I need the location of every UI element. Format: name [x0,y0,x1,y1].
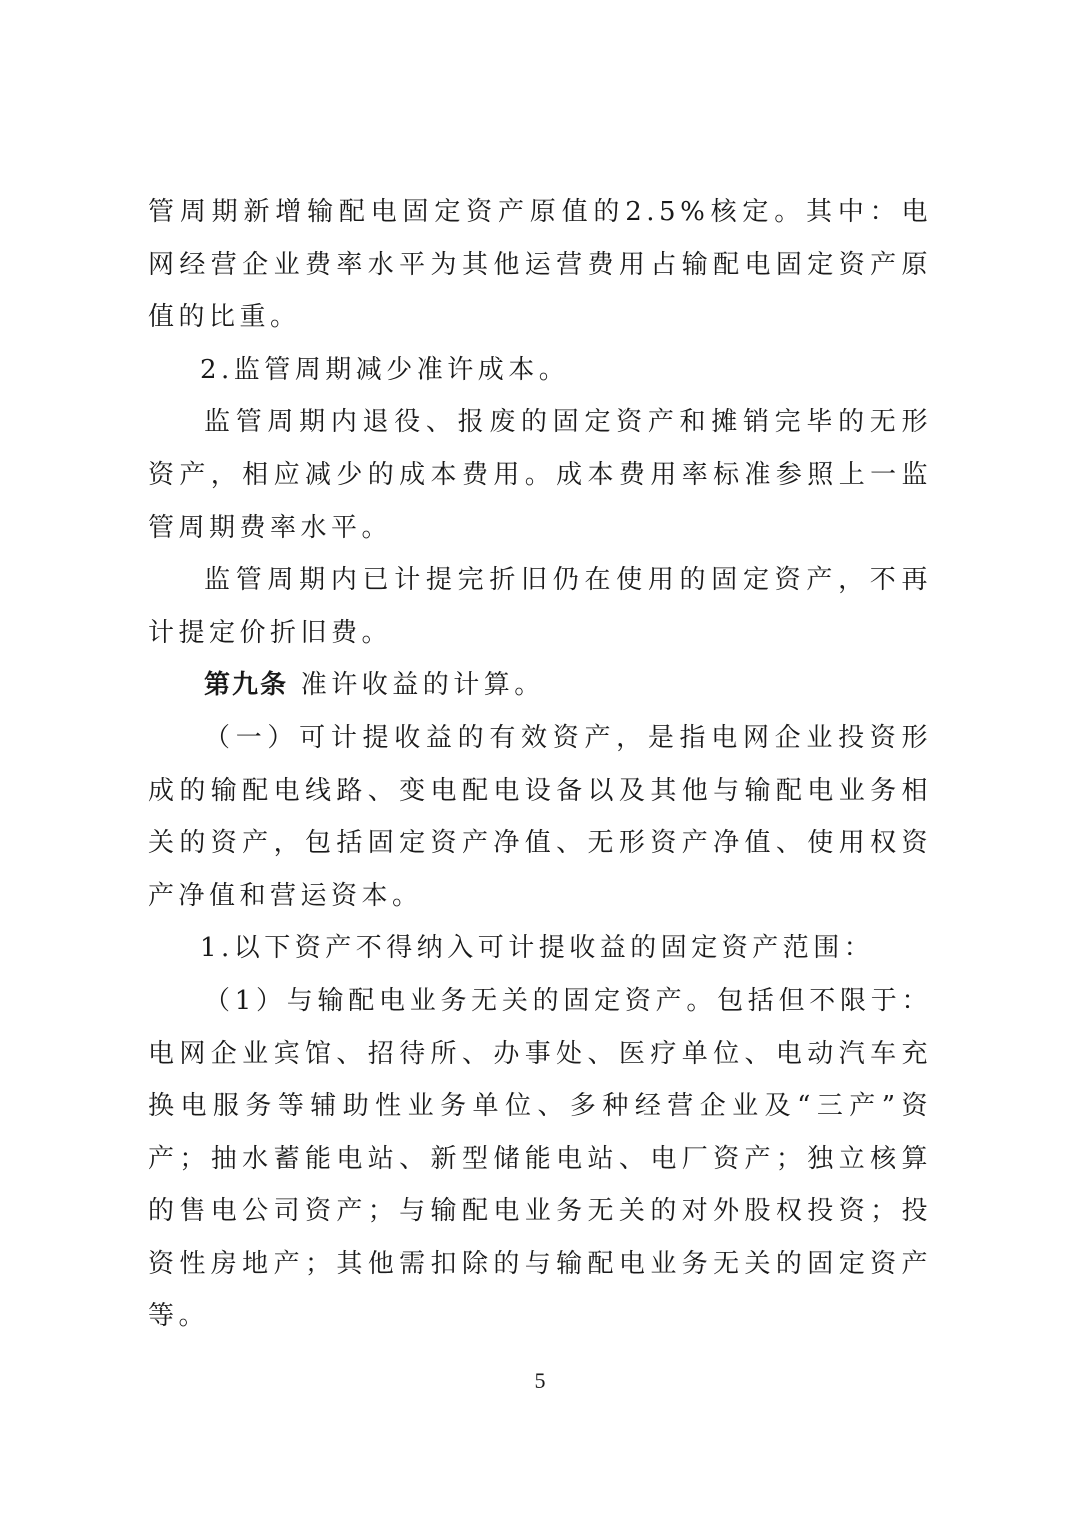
paragraph-cost-rate-continuation: 管周期新增输配电固定资产原值的2.5%核定。其中：电网经营企业费率水平为其他运营费用占输配电固定资产原值的比重。 [148,197,932,333]
paragraph-reduced-cost-heading: 2.监管周期减少准许成本。 [200,354,570,385]
document-body [148,186,932,1343]
paragraph-effective-assets: （一）可计提收益的有效资产，是指电网企业投资形成的输配电线路、变电配电设备以及其他与输配电业务相关的资产，包括固定资产净值、无形资产净值、使用权资产净值和营运资本。 [148,722,932,911]
paragraph-retired-assets: 监管周期内退役、报废的固定资产和摊销完毕的无形资产，相应减少的成本费用。成本费用率标准参照上一监管周期费率水平。 [148,407,932,543]
paragraph-unrelated-fixed-assets: （1）与输配电业务无关的固定资产。包括但不限于：电网企业宾馆、招待所、办事处、医疗单位、电动汽车充换电服务等辅助性业务单位、多种经营企业及“三产”资产；抽水蓄能电站、新型储能电站、电厂资产；独立核算的售电公司资产；与输配电业务无关的对外股权投资；投资性房地产；其他需扣除的与输配电业务无关的固定资产等。 [148,985,932,1332]
page-number: 5 [534,1368,546,1393]
paragraph-article-nine [148,659,932,712]
article-title: 准许收益的计算。 [288,670,545,701]
paragraph-excluded-assets-heading: 1.以下资产不得纳入可计提收益的固定资产范围： [200,933,875,964]
paragraph-fully-depreciated-assets: 监管周期内已计提完折旧仍在使用的固定资产，不再计提定价折旧费。 [148,565,932,648]
article-heading: 第九条 [204,670,289,701]
